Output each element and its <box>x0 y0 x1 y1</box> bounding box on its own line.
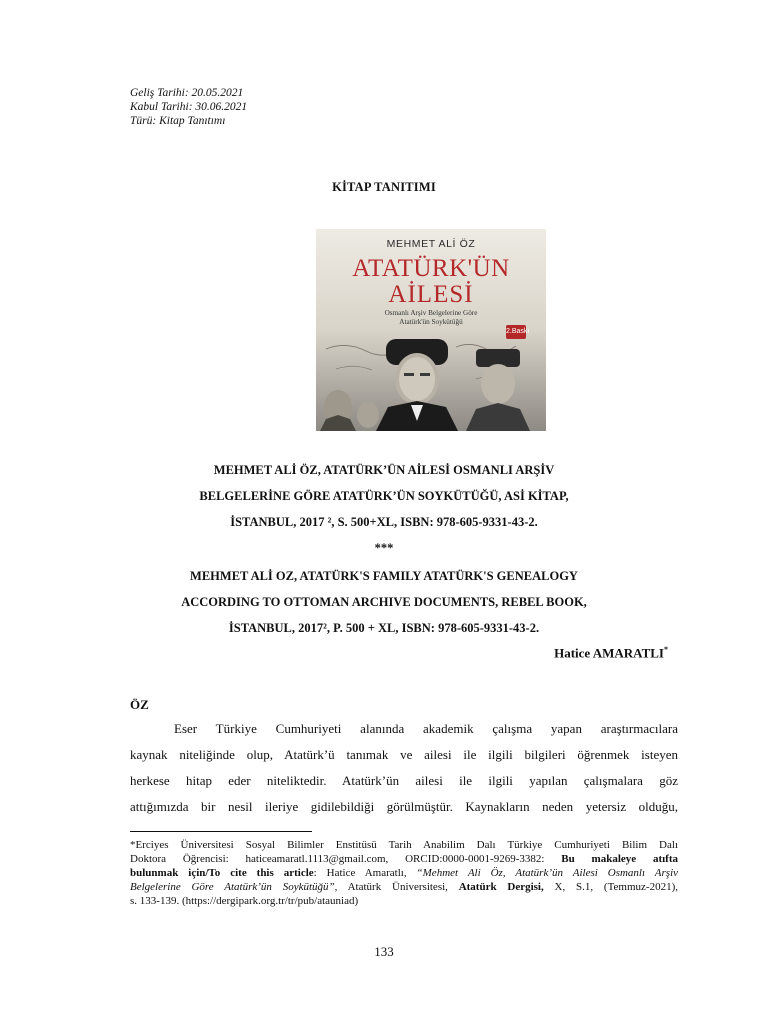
footnote-bold: Bu makaleye atıfta <box>561 853 679 865</box>
title-en-line: ACCORDING TO OTTOMAN ARCHIVE DOCUMENTS, REBEL BOOK, <box>181 595 587 609</box>
footnote-text: : Hatice Amaratlı, <box>313 867 417 879</box>
page-number: 133 <box>374 944 394 959</box>
footnote-text: Atatürk Üniversitesi, <box>337 881 459 893</box>
cover-author: MEHMET ALİ ÖZ <box>386 238 476 250</box>
cover-subtitle-line2: Atatürk'ün Soykütüğü <box>399 318 463 326</box>
abstract-line: kaynak niteliğinde olup, Atatürk’ü tanımak ve ailesi ile ilgili bilgileri öğrenmek isteyen <box>130 747 678 762</box>
title-en-line: MEHMET ALİ OZ, ATATÜRK'S FAMILY ATATÜRK'S GENEALOGY <box>190 569 578 583</box>
article-meta <box>130 86 247 128</box>
abstract-paragraph <box>130 716 678 820</box>
edition-badge: 2.Baskı <box>506 325 526 339</box>
abstract-line: Eser Türkiye Cumhuriyeti alanında akademik çalışma yapan araştırmacılara <box>174 721 678 736</box>
cover-title-line2: AİLESİ <box>388 281 474 308</box>
footnote-line <box>130 880 678 894</box>
footnote-text: Doktora Öğrencisi: haticeamaratl.1113@gmail.com, ORCID:0000-0001-9269-3382: <box>130 853 562 865</box>
footnote-text: X, S.1, (Temmuz-2021), <box>543 881 678 893</box>
accepted-date: Kabul Tarihi: 30.06.2021 <box>130 101 248 113</box>
footnote-mark: * <box>664 645 668 654</box>
footnote-italic: “Mehmet Ali Öz, Atatürk’ün Ailesi Osmanlı Arşiv <box>416 867 679 879</box>
footnote-line <box>130 852 678 866</box>
title-en-line: İSTANBUL, 2017², P. 500 + XL, ISBN: 978-605-9331-43-2. <box>228 621 540 635</box>
footnote-bold: bulunmak için/To cite this article <box>130 867 314 879</box>
abstract-line: herkese hitap eder niteliktedir. Atatürk’ün ailesi ile ilgili yapılan çalışmalara göz <box>130 773 678 788</box>
separator: *** <box>374 541 394 555</box>
footnote-line <box>130 866 678 880</box>
title-tr-line: MEHMET ALİ ÖZ, ATATÜRK’ÜN AİLESİ OSMANLI ARŞİV <box>213 463 555 477</box>
footnote-bold: Atatürk Dergisi, <box>458 881 544 893</box>
footnote <box>130 838 678 908</box>
received-date: Geliş Tarihi: 20.05.2021 <box>130 87 244 99</box>
footnote-line: s. 133-139. (https://dergipark.org.tr/tr/pub/atauniad) <box>130 895 359 907</box>
footnote-line: *Erciyes Üniversitesi Sosyal Bilimler Enstitüsü Tarih Anabilim Dalı Türkiye Cumhuriyeti Bilim Dalı <box>130 839 678 851</box>
article-type: Türü: Kitap Tanıtımı <box>130 115 226 127</box>
title-tr-line: BELGELERİNE GÖRE ATATÜRK’ÜN SOYKÜTÜĞÜ, ASİ KİTAP, <box>199 489 569 503</box>
book-cover-image <box>316 229 546 431</box>
section-title: KİTAP TANITIMI <box>332 180 436 194</box>
author-name <box>554 645 668 661</box>
abstract-line: attığımızda bir nesil ileriye gidilebildiği görülmüştür. Kaynakların neden yetersiz olduğu, <box>130 799 678 814</box>
cover-subtitle-line1: Osmanlı Arşiv Belgelerine Göre <box>384 309 478 317</box>
cover-title-line1: ATATÜRK'ÜN <box>352 255 510 282</box>
author-text: Hatice AMARATLI <box>554 645 664 661</box>
footnote-italic: Belgelerine Göre Atatürk’ün Soykütüğü”, <box>130 881 338 893</box>
title-tr-line: İSTANBUL, 2017 ², S. 500+XL, ISBN: 978-605-9331-43-2. <box>230 515 538 529</box>
footnote-divider <box>130 831 312 832</box>
abstract-heading: ÖZ <box>130 697 149 712</box>
